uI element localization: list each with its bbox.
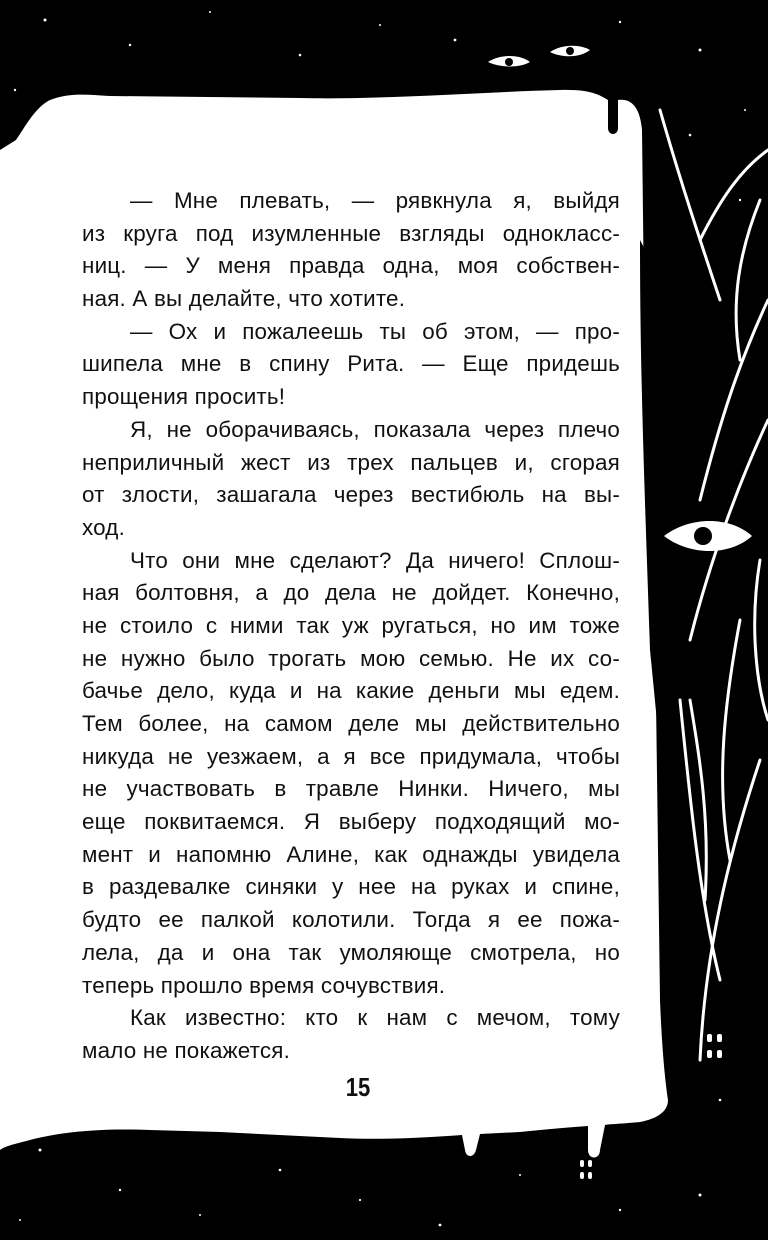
text-line: не стоило с ними так уж ругаться, но им тоже <box>82 612 620 638</box>
text-line: ная болтовня, а до дела не дойдет. Конечно, <box>82 580 620 606</box>
text-line: теперь прошло время сочувствия. <box>82 972 446 998</box>
text-line: ход. <box>82 514 125 540</box>
text-line: лела, да и она так умоляюще смотрела, но <box>82 939 620 965</box>
page-number: 15 <box>345 1072 371 1102</box>
text-line: — Мне плевать, — рявкнула я, выйдя <box>130 188 620 213</box>
text-line: мент и напомню Алине, как однажды увидела <box>82 841 620 867</box>
text-line: мало не покажется. <box>82 1037 291 1063</box>
text-line: неприличный жест из трех пальцев и, сгорая <box>82 449 620 475</box>
text-line: Что они мне сделают? Да ничего! Сплош- <box>130 547 620 573</box>
body-text <box>82 185 620 1068</box>
text-line: прощения просить! <box>82 384 286 410</box>
text-line: ная. А вы делайте, что хотите. <box>82 286 406 312</box>
text-line: будто ее палкой колотили. Тогда я ее пожа- <box>82 907 620 933</box>
text-line: никуда не уезжаем, а я все придумала, чтобы <box>82 743 620 769</box>
text-line: Я, не оборачиваясь, показала через плечо <box>130 416 620 442</box>
text-line: не нужно было трогать мою семью. Не их со- <box>82 645 620 671</box>
text-line: шипела мне в спину Рита. — Еще придешь <box>82 351 620 377</box>
text-line: в раздевалке синяки у нее на руках и спине, <box>82 874 620 900</box>
text-line: от злости, зашагала через вестибюль на вы- <box>82 482 620 508</box>
text-line: Тем более, на самом деле мы действительно <box>82 711 620 736</box>
text-line: — Ох и пожалеешь ты об этом, — про- <box>130 318 620 344</box>
text-line: бачье дело, куда и на какие деньги мы едем. <box>82 678 620 704</box>
text-line: из круга под изумленные взгляды однокласс- <box>82 220 620 246</box>
text-line: еще поквитаемся. Я выберу подходящий мо- <box>82 809 620 835</box>
text-line: не участвовать в травле Нинки. Ничего, мы <box>82 776 620 802</box>
text-line: Как известно: кто к нам с мечом, тому <box>130 1005 620 1031</box>
text-line: ниц. — У меня правда одна, моя собствен- <box>82 253 620 279</box>
